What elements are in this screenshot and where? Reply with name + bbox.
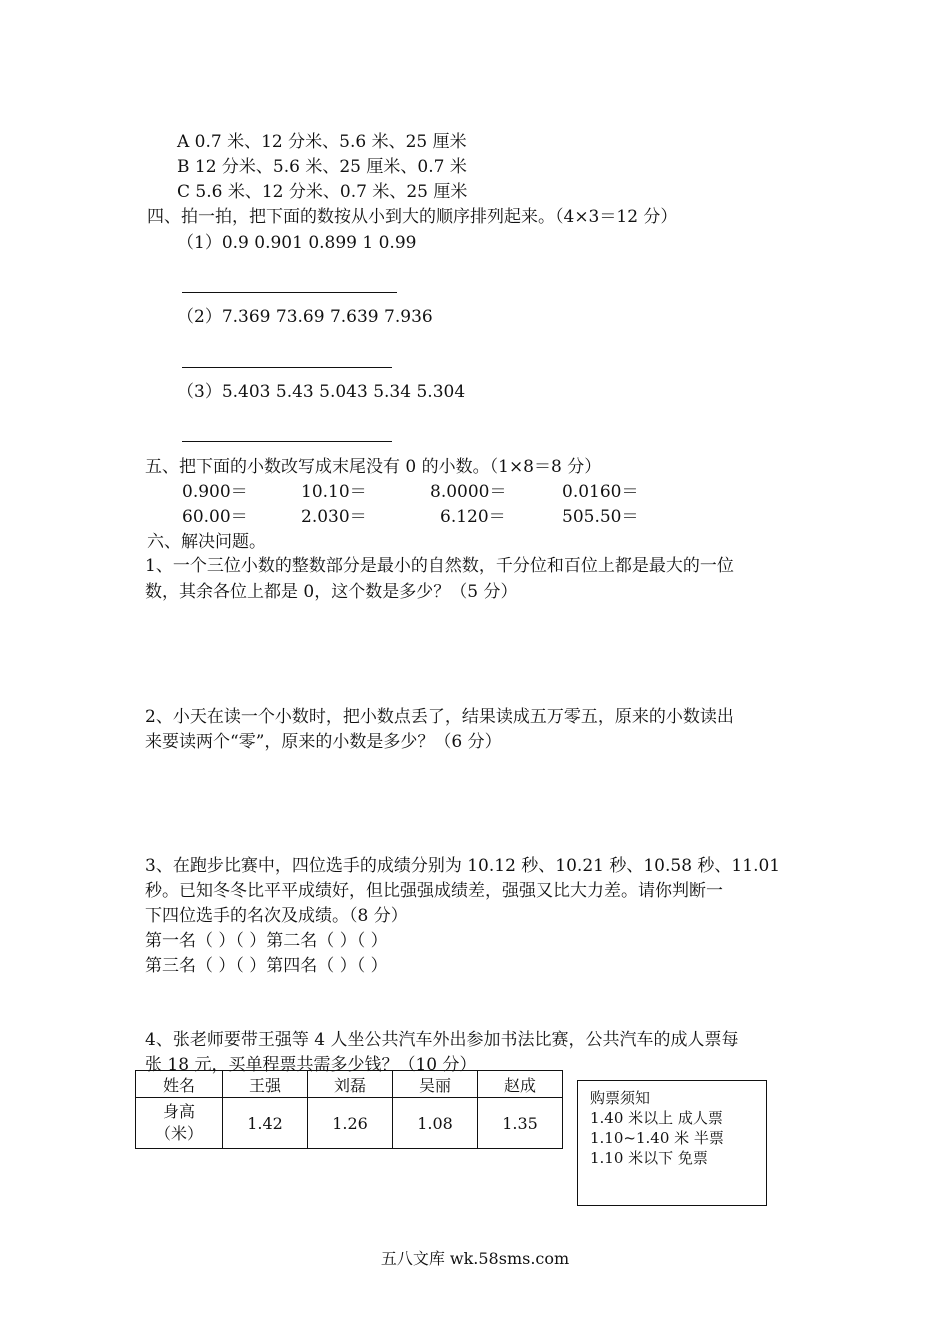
rank-line-1: 第一名（ ）（ ）第二名（ ）（ ） [145,931,388,951]
section6-title: 六、解决问题。 [147,532,266,552]
ticket-notice-line: 1.10 米以下 免票 [590,1149,708,1167]
problem-3-line: 3、在跑步比赛中，四位选手的成绩分别为 10.12 秒、10.21 秒、10.58 秒、11.01 [145,856,781,876]
problem-3-line: 秒。已知冬冬比平平成绩好，但比强强成绩差，强强又比大力差。请你判断一 [145,881,723,901]
decimal-item: 0.900＝ [182,482,248,502]
answer-line-3 [182,441,392,442]
decimal-item: 10.10＝ [301,482,367,502]
table-header-cell: 吴丽 [393,1071,478,1098]
problem-2-line: 来要读两个“零”，原来的小数是多少？（6 分） [145,732,502,752]
option-c: C 5.6 米、12 分米、0.7 米、25 厘米 [177,182,468,202]
height-table [135,1070,563,1149]
table-row-label [136,1098,223,1149]
problem-2-line: 2、小天在读一个小数时，把小数点丢了，结果读成五万零五，原来的小数读出 [145,707,734,727]
option-b: B 12 分米、5.6 米、25 厘米、0.7 米 [177,157,467,177]
decimal-item: 6.120＝ [440,507,506,527]
problem-4-line: 4、张老师要带王强等 4 人坐公共汽车外出参加书法比赛，公共汽车的成人票每 [145,1030,739,1050]
problem-1-line: 1、一个三位小数的整数部分是最小的自然数，千分位和百位上都是最大的一位 [145,556,734,576]
table-cell: 1.08 [393,1098,478,1149]
ticket-notice-title: 购票须知 [590,1089,651,1107]
decimal-item: 60.00＝ [182,507,248,527]
problem-3-line: 下四位选手的名次及成绩。（8 分） [145,906,408,926]
table-header-cell: 王强 [223,1071,308,1098]
problem-1-line: 数，其余各位上都是 0，这个数是多少？（5 分） [145,582,518,602]
rank-line-2: 第三名（ ）（ ）第四名（ ）（ ） [145,956,388,976]
answer-line-1 [182,292,397,293]
section4-item-3: （3）5.403 5.43 5.043 5.34 5.304 [177,382,466,402]
row-label-line-2: （米） [154,1124,203,1143]
section4-item-1: （1）0.9 0.901 0.899 1 0.99 [177,233,417,253]
table-cell: 1.42 [223,1098,308,1149]
table-cell: 1.26 [308,1098,393,1149]
section4-title: 四、拍一拍，把下面的数按从小到大的顺序排列起来。（4×3＝12 分） [147,207,678,227]
section4-item-2: （2）7.369 73.69 7.639 7.936 [177,307,433,327]
ticket-notice-box [577,1080,767,1206]
decimal-item: 0.0160＝ [562,482,639,502]
table-header-cell: 姓名 [136,1071,223,1098]
decimal-item: 2.030＝ [301,507,367,527]
option-a: A 0.7 米、12 分米、5.6 米、25 厘米 [177,132,467,152]
ticket-notice-line: 1.10~1.40 米 半票 [590,1129,724,1147]
answer-line-2 [182,367,392,368]
section5-title: 五、把下面的小数改写成末尾没有 0 的小数。（1×8＝8 分） [145,457,602,477]
table-cell: 1.35 [478,1098,563,1149]
ticket-notice-line: 1.40 米以上 成人票 [590,1109,723,1127]
table-header-cell: 刘磊 [308,1071,393,1098]
table-header-cell: 赵成 [478,1071,563,1098]
row-label-line-1: 身高 [162,1102,195,1121]
problem-4-line: 张 18 元，买单程票共需多少钱？（10 分） [145,1055,477,1075]
page-footer: 五八文库 wk.58sms.com [380,1249,570,1268]
decimal-item: 8.0000＝ [430,482,507,502]
decimal-item: 505.50＝ [562,507,639,527]
